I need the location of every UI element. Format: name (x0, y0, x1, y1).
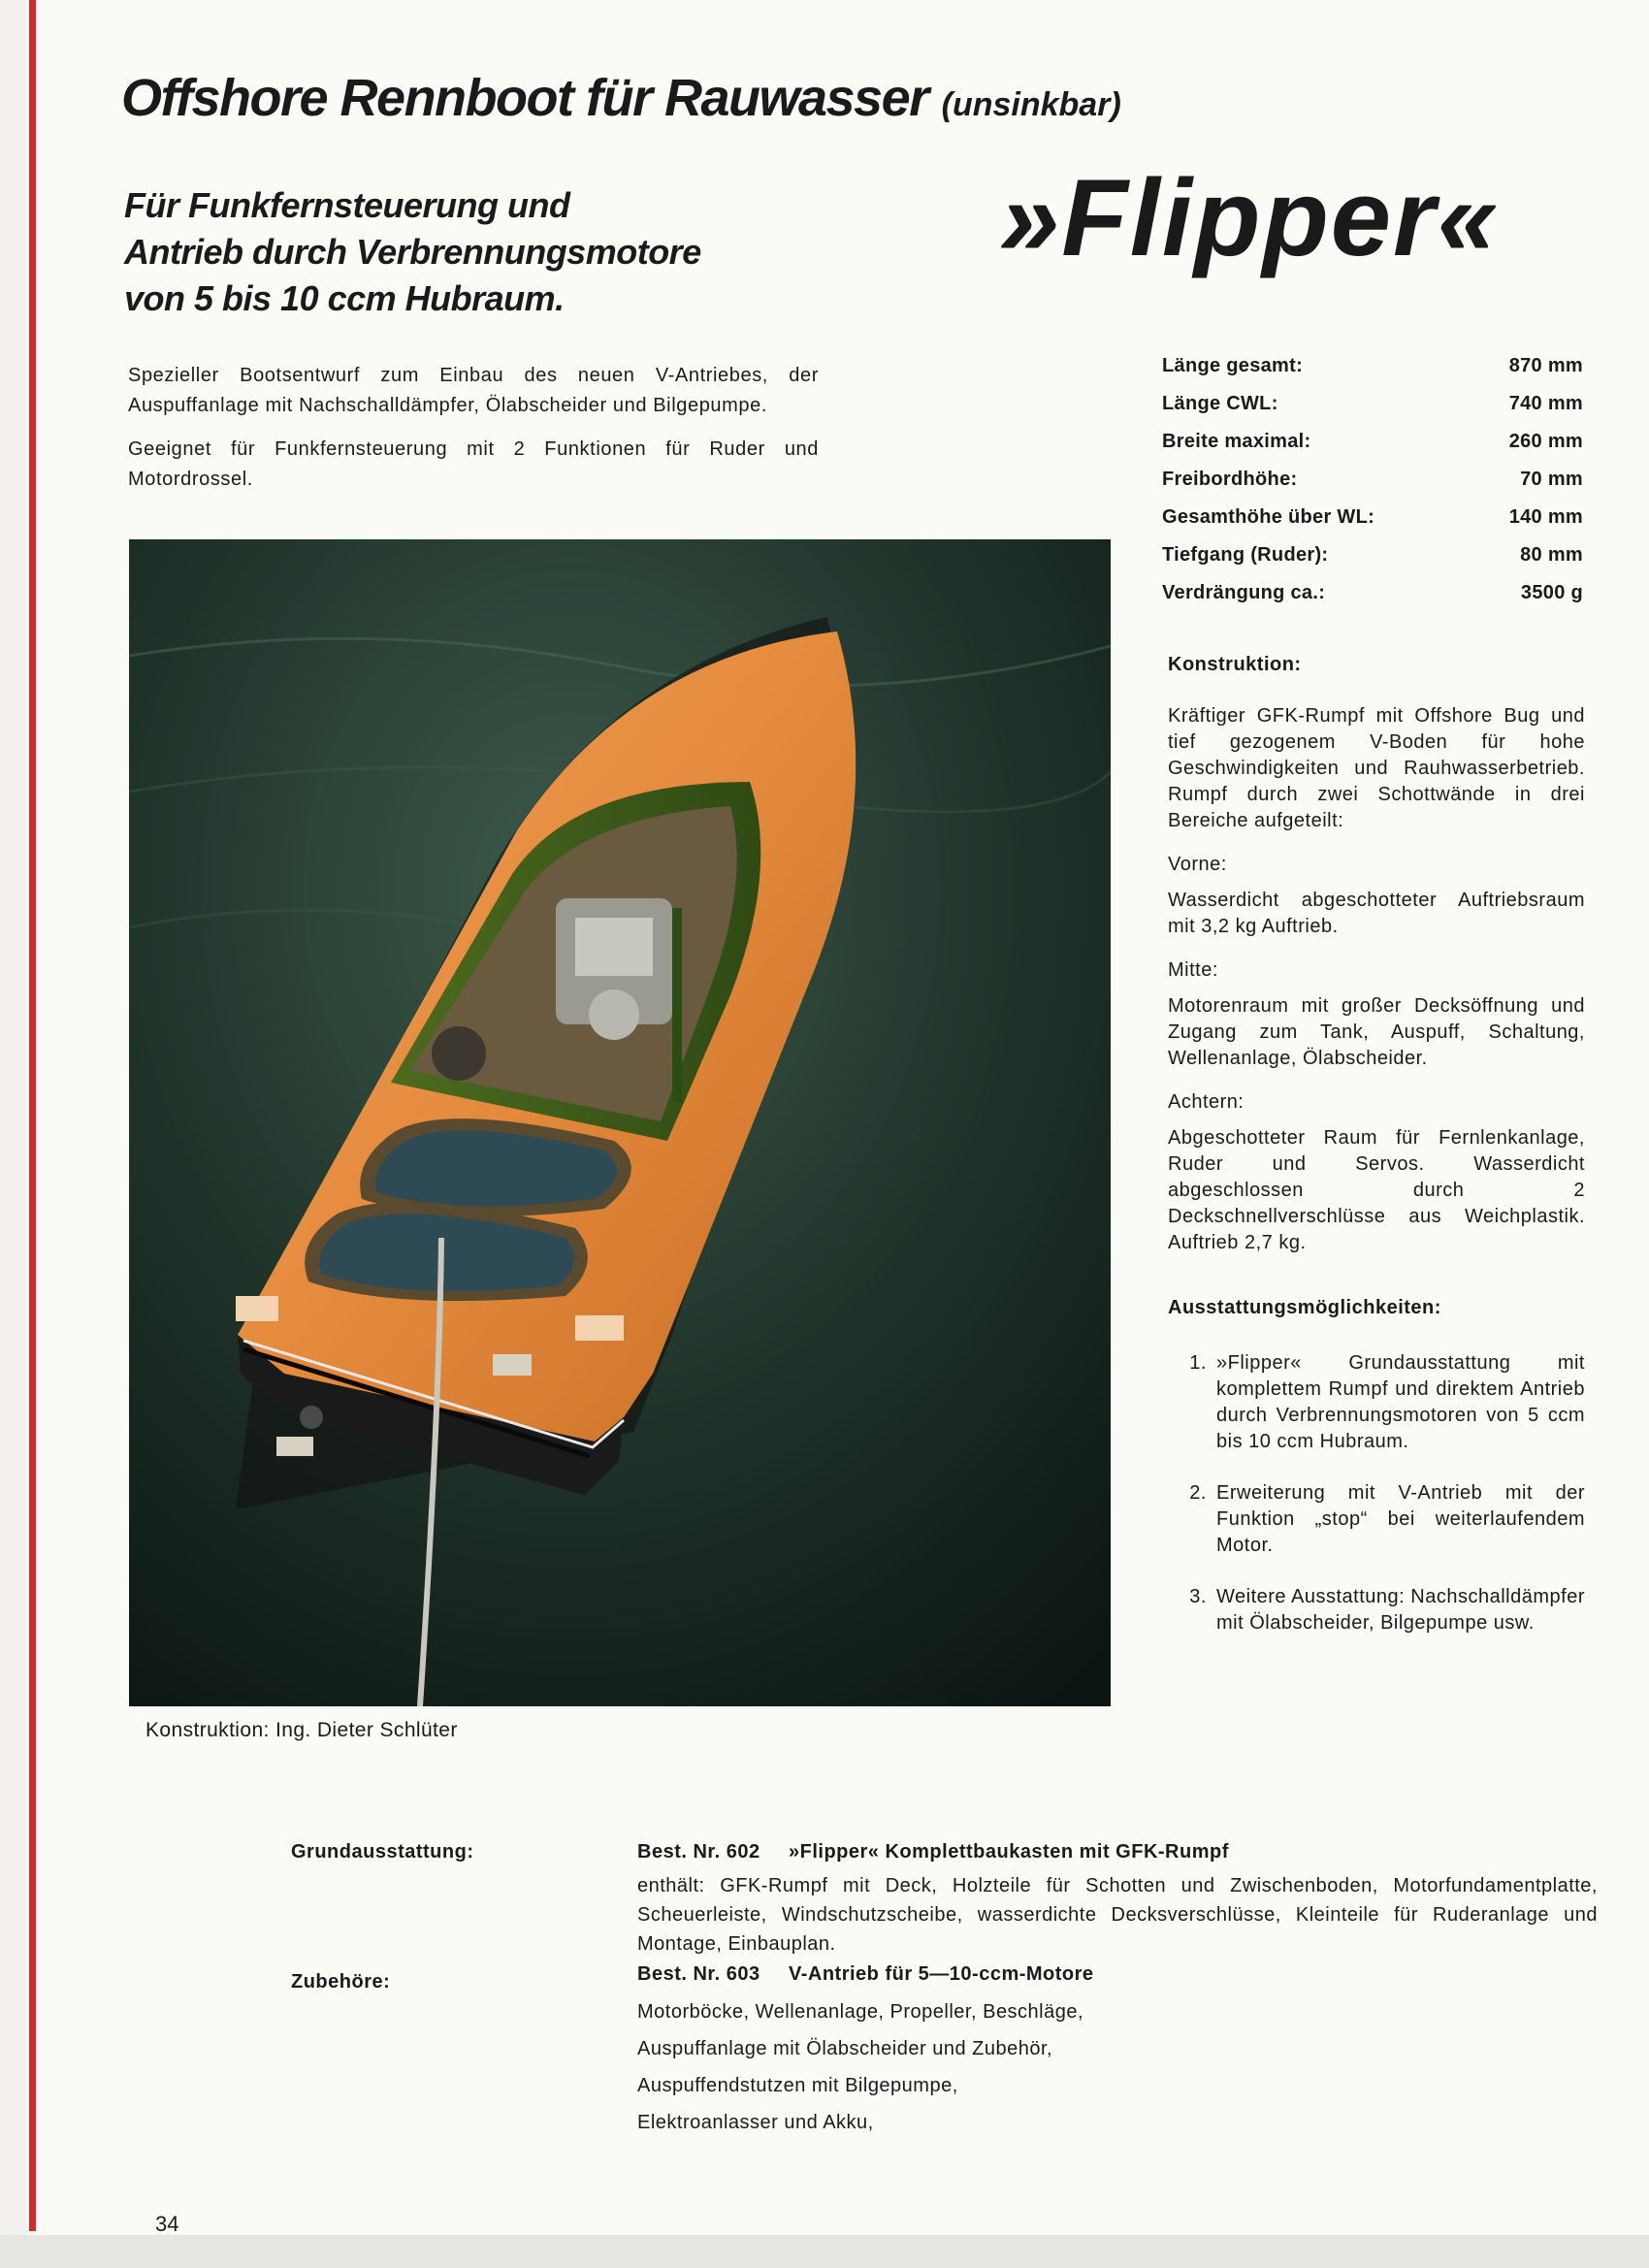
spec-row (1162, 385, 1583, 423)
basic-order-number: Best. Nr. 602 (637, 1841, 760, 1863)
title-suffix: (unsinkbar) (941, 86, 1121, 123)
intro-paragraph: Spezieller Bootsentwurf zum Einbau des neuen V-Antriebes, der Auspuffanlage mit Nachschalldämpfer, Ölabscheider und Bilgepumpe. (128, 365, 819, 416)
subtitle-line: Für Funkfernsteuerung und (124, 185, 570, 225)
aft-label: Achtern: (1168, 1091, 1245, 1113)
subtitle-line: von 5 bis 10 ccm Hubraum. (124, 278, 565, 318)
spec-row (1162, 347, 1583, 385)
equipment-item: 3. Weitere Ausstattung: Nachschalldämpfer mit Ölabscheider, Bilgepumpe usw. (1212, 1584, 1585, 1636)
spec-label: Tiefgang (Ruder): (1162, 544, 1329, 566)
photo-caption: Konstruktion: Ing. Dieter Schlüter (146, 1719, 458, 1741)
subtitle-line: Antrieb durch Verbrennungsmotore (124, 232, 701, 272)
basic-order-title: »Flipper« Komplettbaukasten mit GFK-Rumpf (789, 1841, 1229, 1863)
accessories-line: Elektroanlasser und Akku, (637, 2112, 874, 2133)
accessories-order (637, 1963, 1598, 2141)
middle-label: Mitte: (1168, 959, 1218, 981)
construction-heading: Konstruktion: (1168, 654, 1302, 675)
intro-paragraph: Geeignet für Funkfernsteuerung mit 2 Funktionen für Ruder und Motordrossel. (128, 438, 819, 490)
page-title (121, 68, 1121, 128)
spec-table (1162, 347, 1583, 612)
spec-value: 870 mm (1508, 355, 1583, 376)
red-margin-rule (29, 0, 36, 2231)
spec-row (1162, 461, 1583, 499)
accessories-order-number: Best. Nr. 603 (637, 1963, 760, 1985)
intro-text (128, 361, 819, 508)
basic-label: Grundausstattung: (291, 1841, 474, 1863)
model-name: »Flipper« (999, 157, 1500, 278)
basic-order (637, 1841, 1598, 1959)
front-label: Vorne: (1168, 854, 1227, 875)
accessories-line: Auspuffendstutzen mit Bilgepumpe, (637, 2075, 958, 2096)
title-main: Offshore Rennboot für Rauwasser (121, 69, 928, 127)
spec-value: 3500 g (1520, 582, 1583, 603)
spec-row (1162, 536, 1583, 574)
spec-value: 260 mm (1508, 431, 1583, 452)
equipment-item: 2. Erweiterung mit V-Antrieb mit der Funktion „stop“ bei weiterlaufendem Motor. (1212, 1480, 1585, 1559)
front-text: Wasserdicht abgeschotteter Auftriebsraum mit 3,2 kg Auftrieb. (1168, 890, 1585, 937)
accessories-order-title: V-Antrieb für 5—10-ccm-Motore (789, 1963, 1094, 1985)
construction-section (1168, 652, 1585, 1662)
spec-label: Gesamthöhe über WL: (1162, 506, 1375, 528)
middle-text: Motorenraum mit großer Decksöffnung und Zugang zum Tank, Auspuff, Schaltung, Wellenanlage, Ölabscheider. (1168, 995, 1585, 1069)
subtitle (124, 182, 861, 322)
aft-text: Abgeschotteter Raum für Fernlenkanlage, Ruder und Servos. Wasserdicht abgeschlossen durch 2 Deckschnellverschlüsse aus Weichplastik. Auftrieb 2,7 kg. (1168, 1127, 1585, 1253)
basic-order-head (637, 1841, 1598, 1863)
accessories-list (637, 1993, 1598, 2141)
equipment-item: 1. »Flipper« Grundausstattung mit komplettem Rumpf und direktem Antrieb durch Verbrennungsmotoren von 5 ccm bis 10 ccm Hubraum. (1212, 1350, 1585, 1455)
spec-label: Breite maximal: (1162, 431, 1311, 452)
spec-label: Länge CWL: (1162, 393, 1278, 414)
spec-row (1162, 499, 1583, 536)
page-edge (0, 0, 27, 2268)
spec-label: Freibordhöhe: (1162, 469, 1298, 490)
spec-label: Verdrängung ca.: (1162, 582, 1326, 603)
spec-value: 740 mm (1508, 393, 1583, 414)
boat-photo (129, 539, 1111, 1706)
accessories-line: Motorböcke, Wellenanlage, Propeller, Beschläge, (637, 2001, 1084, 2023)
accessories-order-head (637, 1963, 1598, 1986)
spec-value: 140 mm (1508, 506, 1583, 528)
page-number: 34 (155, 2212, 179, 2236)
spec-value: 80 mm (1520, 544, 1583, 566)
equipment-heading: Ausstattungsmöglichkeiten: (1168, 1297, 1441, 1318)
equipment-list (1168, 1350, 1585, 1636)
spec-label: Länge gesamt: (1162, 355, 1304, 376)
spec-row (1162, 423, 1583, 461)
accessories-label: Zubehöre: (291, 1971, 391, 1993)
basic-order-text: enthält: GFK-Rumpf mit Deck, Holzteile für Schotten und Zwischenboden, Motorfundamentplatte, Scheuerleiste, Windschutzscheibe, wasserdichte Decksverschlüsse, Kleinteile für Ruderanlage und Montage, Einbauplan. (637, 1875, 1598, 1955)
spec-value: 70 mm (1520, 469, 1583, 490)
page-bottom-edge (0, 2235, 1649, 2268)
accessories-line: Auspuffanlage mit Ölabscheider und Zubehör, (637, 2038, 1053, 2059)
construction-text: Kräftiger GFK-Rumpf mit Offshore Bug und tief gezogenem V-Boden für hohe Geschwindigkeiten und Rauhwasserbetrieb. Rumpf durch zwei Schottwände in drei Bereiche aufgeteilt: (1168, 705, 1585, 831)
spec-row (1162, 574, 1583, 612)
